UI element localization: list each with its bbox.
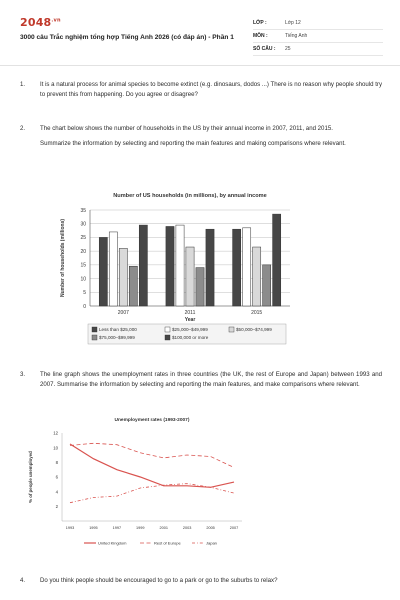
- y-tick-label: 0: [83, 303, 86, 310]
- question-3: [20, 370, 382, 390]
- question-text: The chart below shows the number of households in the US by their annual income in 2007, 2011, and 2015.: [40, 125, 333, 132]
- site-logo[interactable]: [20, 16, 61, 29]
- y-tick-label: 12: [53, 430, 58, 436]
- meta-row-grade: [253, 17, 383, 30]
- meta-key: LỚP :: [253, 20, 267, 26]
- meta-value: Tiếng Anh: [285, 33, 308, 39]
- y-tick-label: 15: [80, 262, 86, 269]
- y-tick-label: 10: [53, 445, 58, 451]
- y-axis-label: % of people unemployed: [28, 451, 33, 503]
- series-line: [70, 484, 234, 503]
- bar: [186, 247, 194, 306]
- y-tick-label: 5: [83, 290, 86, 297]
- document-meta: [253, 17, 383, 56]
- bar: [176, 225, 184, 306]
- y-tick-label: 8: [55, 459, 58, 465]
- y-tick-label: 20: [80, 248, 86, 255]
- x-axis-label: Year: [184, 317, 196, 323]
- legend-swatch: [92, 327, 97, 332]
- y-tick-label: 2: [55, 503, 58, 509]
- meta-value: Lớp 12: [285, 20, 301, 26]
- bar: [243, 228, 251, 306]
- x-tick-label: 2003: [182, 526, 192, 530]
- x-tick-label: 1997: [112, 526, 122, 530]
- series-line: [70, 443, 234, 467]
- legend-swatch: [92, 335, 97, 340]
- chart-legend: [88, 324, 286, 344]
- x-tick-label: 2005: [206, 526, 215, 530]
- x-tick-label: 2007: [229, 526, 239, 530]
- question-4: [20, 576, 382, 586]
- question-2: [20, 124, 382, 149]
- series-line: [70, 444, 234, 487]
- legend-label: Rest of Europe: [154, 540, 181, 546]
- x-tick-label: 2007: [117, 310, 129, 316]
- x-tick-label: 1995: [89, 526, 98, 530]
- meta-key: SỐ CÂU :: [253, 46, 276, 52]
- y-axis-label: Number of households (millions): [60, 218, 66, 298]
- question-1: [20, 80, 382, 100]
- line-chart-unemployment: [22, 413, 256, 563]
- chart-legend: [84, 541, 217, 546]
- question-instruction: Summarize the information by selecting and reporting the main features and making comparisons where relevant.: [40, 140, 346, 147]
- legend-swatch: [165, 327, 170, 332]
- question-text: Do you think people should be encouraged to go to a park or go to the suburbs to relax?: [40, 577, 278, 584]
- bar: [273, 214, 281, 306]
- bar: [99, 237, 107, 306]
- bar: [166, 226, 174, 306]
- question-number: 1.: [20, 81, 26, 88]
- bar: [109, 232, 117, 306]
- meta-row-count: [253, 43, 383, 56]
- bar: [206, 229, 214, 306]
- x-tick-label: 2001: [159, 526, 168, 530]
- y-tick-label: 4: [55, 489, 58, 495]
- legend-swatch: [229, 327, 234, 332]
- bar-chart-households: [58, 187, 310, 347]
- bar: [196, 268, 204, 306]
- bar: [253, 247, 261, 306]
- chart-title: Number of US households (in millions), by annual income: [113, 193, 267, 199]
- y-tick-label: 35: [80, 207, 86, 214]
- question-number: 3.: [20, 371, 26, 378]
- meta-key: MÔN :: [253, 33, 268, 39]
- y-tick-label: 10: [80, 276, 86, 283]
- bar: [263, 265, 271, 306]
- legend-label: $50,000–$74,999: [236, 327, 272, 332]
- bar: [233, 229, 241, 306]
- legend-label: Japan: [206, 540, 217, 546]
- meta-row-subject: [253, 30, 383, 43]
- bar: [119, 248, 127, 306]
- meta-value: 25: [285, 46, 291, 52]
- question-number: 4.: [20, 577, 26, 584]
- y-tick-label: 6: [55, 474, 58, 480]
- legend-label: $75,000–$99,999: [99, 335, 135, 340]
- question-text: The line graph shows the unemployment rates in three countries (the UK, the rest of Europe and Japan) between 1993 and 2007. Summarise the information by selecting and reporting the main features, and make comparisons where relevant.: [40, 371, 382, 388]
- legend-swatch: [165, 335, 170, 340]
- document-title: 3000 câu Trắc nghiệm tổng hợp Tiếng Anh 2026 (có đáp án) - Phần 1: [20, 34, 234, 41]
- y-tick-label: 30: [80, 221, 86, 228]
- x-tick-label: 2015: [251, 310, 263, 316]
- question-number: 2.: [20, 125, 26, 132]
- legend-label: $25,000–$49,999: [172, 327, 208, 332]
- x-tick-label: 1993: [65, 526, 75, 530]
- x-tick-label: 2011: [184, 310, 196, 316]
- chart-title: Unemployment rates (1993-2007): [114, 418, 190, 423]
- bar: [129, 266, 137, 306]
- y-tick-label: 25: [80, 235, 86, 242]
- legend-label: Less than $25,000: [99, 327, 137, 332]
- question-text: It is a natural process for animal species to become extinct (e.g. dinosaurs, dodos ...) There is no reason why people should try to prevent this from happening. Do you agree or disagree?: [40, 81, 382, 98]
- legend-label: United Kingdom: [98, 540, 127, 546]
- x-tick-label: 1999: [136, 526, 145, 530]
- logo-text: 2048: [20, 16, 52, 29]
- document-header: [0, 0, 400, 66]
- logo-domain: .vn: [51, 17, 61, 24]
- legend-label: $100,000 or more: [172, 335, 209, 340]
- bar: [139, 225, 147, 306]
